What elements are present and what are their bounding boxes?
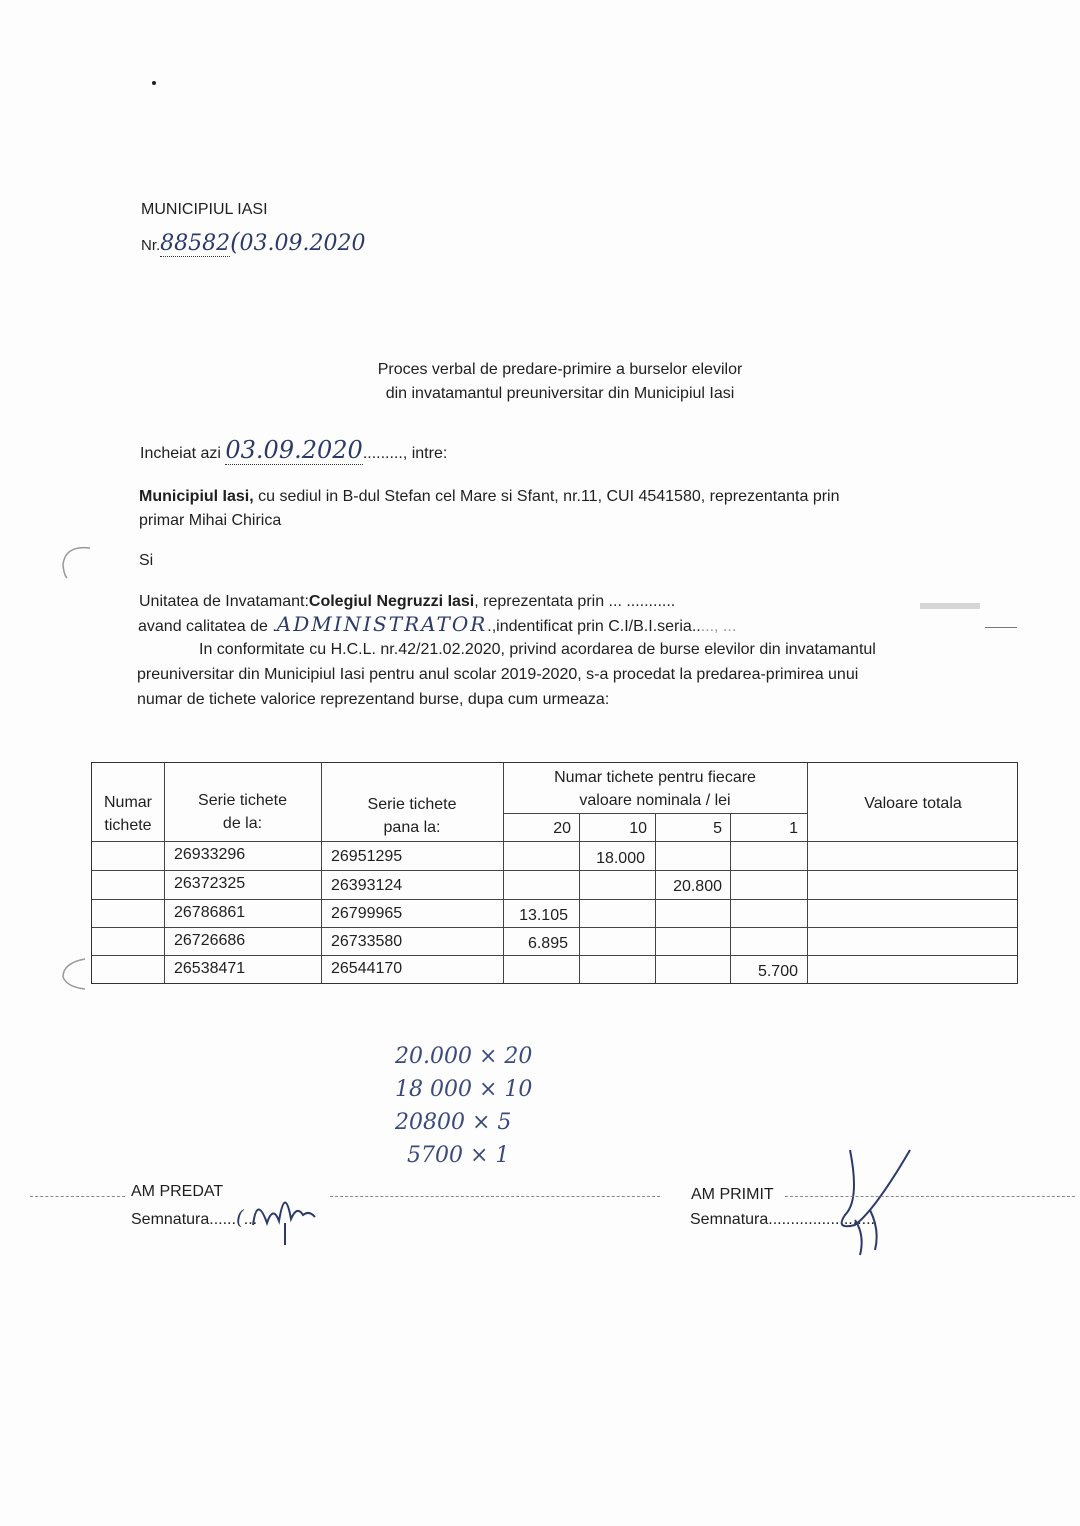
note-line: 18 000 × 10 bbox=[395, 1077, 533, 1102]
note-line: 5700 × 1 bbox=[407, 1143, 510, 1168]
concluded-prefix: Incheiat azi bbox=[140, 445, 221, 462]
signature-right-icon bbox=[815, 1140, 915, 1260]
school-suffix: , reprezentata prin ... ........... bbox=[474, 593, 676, 610]
role-suffix: .,indentificat prin C.I/B.I.seria.. bbox=[487, 618, 701, 635]
row-v20: 6.895 bbox=[527, 935, 568, 952]
party-two-line-2 bbox=[138, 612, 736, 639]
institution-name: MUNICIPIUL IASI bbox=[141, 201, 268, 218]
row-to: 26799965 bbox=[331, 905, 403, 922]
row-v5: 20.800 bbox=[673, 878, 722, 895]
received-label: AM PRIMIT bbox=[691, 1186, 774, 1203]
school-prefix: Unitatea de Invatamant: bbox=[139, 593, 309, 610]
nr-date-handwritten: 03.09.2020 bbox=[239, 231, 366, 256]
redaction-mark bbox=[920, 603, 980, 609]
row-to: 26951295 bbox=[331, 848, 403, 865]
denomination-1: 1 bbox=[789, 820, 798, 837]
received-signature: Semnatura........................ bbox=[690, 1211, 875, 1228]
concluded-suffix: ........., intre: bbox=[362, 445, 448, 462]
party-one-name: Municipiul Iasi, bbox=[139, 488, 254, 505]
concluded-line bbox=[140, 436, 447, 466]
row-v10: 18.000 bbox=[596, 850, 645, 867]
concluded-date-handwritten: 03.09.2020 bbox=[225, 436, 363, 464]
nr-handwritten: 88582 bbox=[160, 231, 231, 256]
body-line-1: In conformitate cu H.C.L. nr.42/21.02.2020, privind acordarea de burse elevilor din invatamantul bbox=[199, 641, 876, 658]
denomination-5: 5 bbox=[713, 820, 722, 837]
signature-left-icon bbox=[245, 1175, 330, 1250]
title-line-1: Proces verbal de predare-primire a burselor elevilor bbox=[377, 361, 743, 378]
handwritten-calculations bbox=[395, 1040, 532, 1172]
role-prefix: avand calitatea de . bbox=[138, 618, 277, 635]
row-from: 26372325 bbox=[174, 875, 246, 892]
row-from: 26933296 bbox=[174, 846, 246, 863]
body-line-2: preuniversitar din Municipiul Iasi pentru anul scolar 2019-2020, s-a procedat la predarea-primirea unui bbox=[137, 666, 859, 683]
denomination-20: 20 bbox=[553, 820, 571, 837]
party-two-line-1 bbox=[139, 590, 675, 614]
row-from: 26726686 bbox=[174, 932, 246, 949]
party-one bbox=[139, 485, 981, 533]
handed-over-label: AM PREDAT bbox=[131, 1183, 224, 1200]
header-serie-de-la: Serie tichete de la: bbox=[198, 792, 287, 832]
header-nominal-group: Numar tichete pentru fiecare valoare nominala / lei bbox=[554, 769, 756, 809]
and-label: Si bbox=[139, 552, 154, 569]
tickets-table bbox=[91, 762, 1018, 984]
note-line: 20.000 × 20 bbox=[395, 1044, 533, 1069]
body-line-3: numar de tichete valorice reprezentand burse, dupa cum urmeaza: bbox=[137, 691, 610, 708]
nr-prefix: Nr. bbox=[141, 237, 161, 254]
row-from: 26786861 bbox=[174, 904, 246, 921]
header-valoare-totala: Valoare totala bbox=[864, 795, 962, 812]
handed-over-signature: Semnatura......(... bbox=[131, 1205, 258, 1229]
margin-line bbox=[985, 627, 1017, 628]
punch-hole-mark-icon bbox=[55, 955, 95, 995]
note-line: 20800 × 5 bbox=[395, 1110, 512, 1135]
row-to: 26544170 bbox=[331, 960, 403, 977]
school-name: Colegiul Negruzzi Iasi bbox=[308, 593, 475, 610]
party-one-details: cu sediul in B-dul Stefan cel Mare si Sfant, nr.11, CUI 4541580, reprezentanta prin bbox=[253, 488, 840, 505]
role-handwritten: ADMINISTRATOR bbox=[276, 612, 488, 636]
document-title bbox=[350, 358, 770, 406]
registration-number: Nr.88582(03.09.2020 bbox=[141, 228, 366, 256]
row-v1: 5.700 bbox=[757, 963, 798, 980]
row-to: 26393124 bbox=[331, 877, 403, 894]
denomination-10: 10 bbox=[629, 820, 647, 837]
row-v20: 13.105 bbox=[519, 907, 568, 924]
party-one-mayor: primar Mihai Chirica bbox=[139, 512, 282, 529]
punch-hole-mark-icon bbox=[55, 540, 95, 580]
id-series-redacted: ..., ... bbox=[700, 618, 737, 635]
row-to: 26733580 bbox=[331, 933, 403, 950]
scan-dot bbox=[152, 81, 156, 85]
header-numar-tichete: Numar tichete bbox=[103, 794, 152, 834]
row-from: 26538471 bbox=[174, 960, 246, 977]
header-serie-pana-la: Serie tichete pana la: bbox=[367, 796, 457, 836]
title-line-2: din invatamantul preuniversitar din Municipiul Iasi bbox=[385, 385, 735, 402]
